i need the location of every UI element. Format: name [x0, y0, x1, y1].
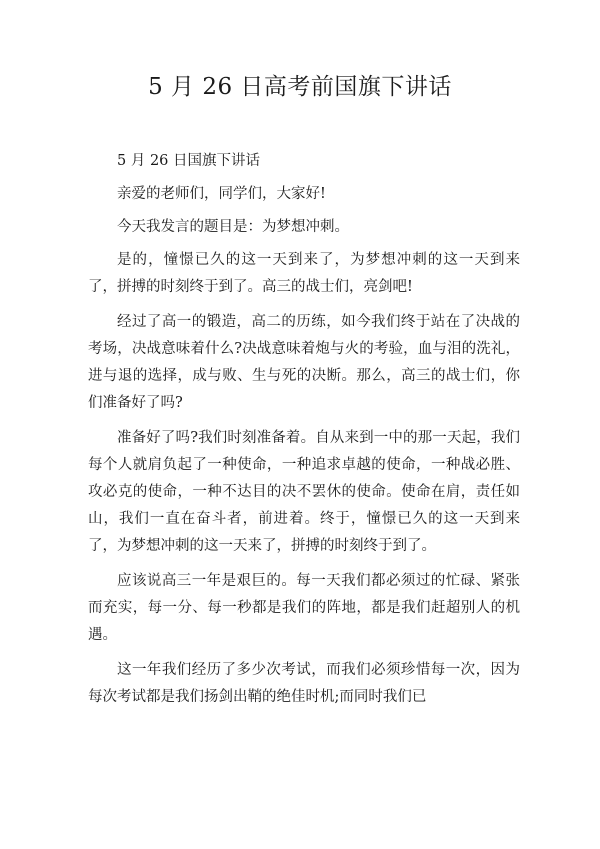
paragraph-1: 是的，憧憬已久的这一天到来了，为梦想冲刺的这一天到来了，拼搏的时刻终于到了。高三的战士们，亮剑吧! [88, 252, 520, 295]
paragraph-topic: 今天我发言的题目是：为梦想冲刺。 [117, 219, 349, 235]
paragraph-4: 应该说高三一年是艰巨的。每一天我们都必须过的忙碌、紧张而充实，每一分、每一秒都是我们的阵地，都是我们赶超别人的机遇。 [88, 573, 520, 643]
paragraph-3: 准备好了吗?我们时刻准备着。自从来到一中的那一天起，我们每个人就肩负起了一种使命，一种追求卓越的使命，一种战必胜、攻必克的使命，一种不达目的决不罢休的使命。使命在肩，责任如山，我们一直在奋斗者，前进着。终于，憧憬已久的这一天到来了，为梦想冲刺的这一天来了，拼搏的时刻终于到了。 [88, 430, 520, 554]
paragraph-greeting: 亲爱的老师们，同学们，大家好! [117, 186, 326, 202]
document-body [88, 148, 520, 719]
paragraph-2: 经过了高一的锻造，高二的历练，如今我们终于站在了决战的考场，决战意味着什么?决战意味着炮与火的考验，血与泪的洗礼，进与退的选择，成与败、生与死的决断。那么，高三的战士们，你们准备好了吗? [88, 314, 520, 411]
paragraph-subtitle: 5 月 26 日国旗下讲话 [117, 153, 261, 169]
paragraph-5: 这一年我们经历了多少次考试，而我们必须珍惜每一次，因为每次考试都是我们扬剑出鞘的绝佳时机;而同时我们已 [88, 662, 520, 705]
document-title: 5 月 26 日高考前国旗下讲话 [148, 74, 452, 100]
